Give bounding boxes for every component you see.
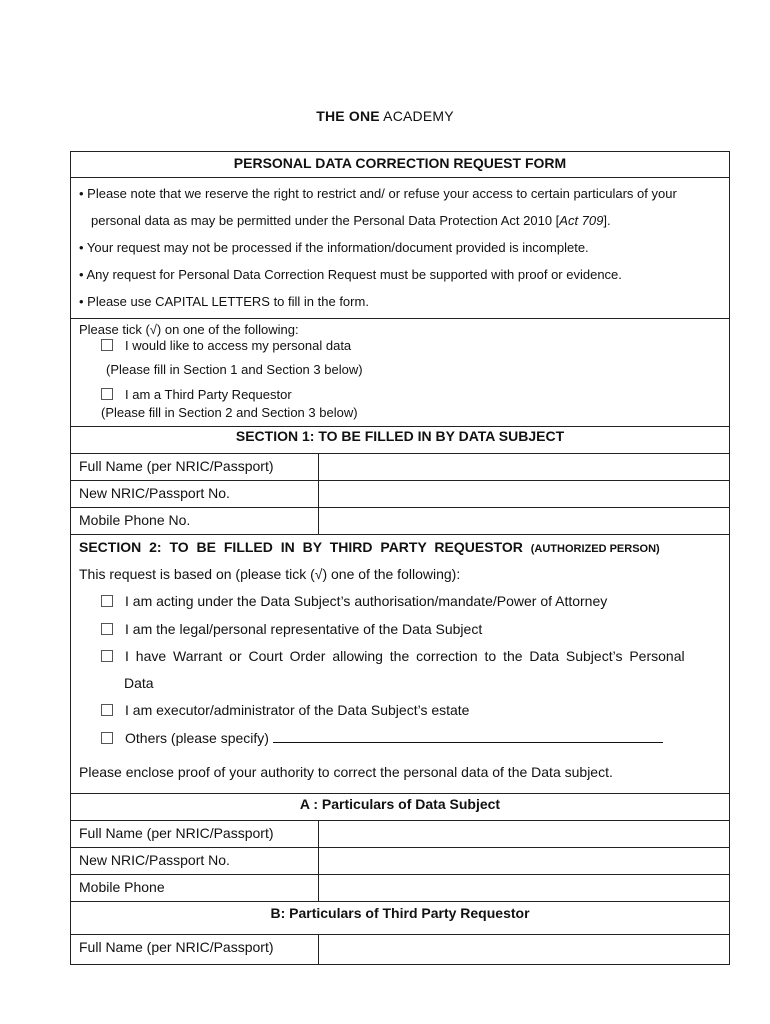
checkbox-icon[interactable] — [101, 732, 113, 744]
note-incomplete: • Your request may not be processed if the information/document provided is incomplete. — [79, 240, 589, 255]
option-access[interactable]: I would like to access my personal data — [101, 338, 351, 353]
section2 — [71, 534, 729, 794]
field-label: Full Name (per NRIC/Passport) — [79, 825, 274, 841]
checkbox-icon[interactable] — [101, 595, 113, 607]
section2-intro: This request is based on (please tick (√) one of the following): — [79, 566, 461, 582]
field-label: Full Name (per NRIC/Passport) — [79, 458, 274, 474]
logo-regular-text: ACADEMY — [383, 108, 454, 124]
logo-bold-text: THE ONE — [316, 108, 380, 124]
phone-input[interactable] — [318, 508, 729, 535]
subject-name-input[interactable] — [318, 821, 729, 848]
nric-input[interactable] — [318, 481, 729, 508]
partA-row-phone — [71, 874, 729, 902]
option-warrant[interactable]: I have Warrant or Court Order allowing the correction to the Data Subject’s Personal — [101, 648, 685, 664]
requestor-name-input[interactable] — [318, 935, 729, 965]
checkbox-icon[interactable] — [101, 704, 113, 716]
tick-intro: Please tick (√) on one of the following: — [79, 322, 299, 337]
checkbox-icon[interactable] — [101, 623, 113, 635]
field-label: Full Name (per NRIC/Passport) — [79, 939, 274, 955]
section1-row-phone — [71, 507, 729, 535]
subject-nric-input[interactable] — [318, 848, 729, 875]
option-access-hint: (Please fill in Section 1 and Section 3 below) — [106, 362, 363, 377]
notes-section — [71, 177, 729, 319]
section1-row-name — [71, 453, 729, 481]
checkbox-icon[interactable] — [101, 388, 113, 400]
option-legal-rep[interactable]: I am the legal/personal representative of the Data Subject — [101, 621, 482, 637]
partA-row-name — [71, 820, 729, 848]
others-specify-input[interactable] — [273, 730, 663, 743]
partA-title: A : Particulars of Data Subject — [71, 793, 729, 821]
tick-section — [71, 318, 729, 427]
checkbox-icon[interactable] — [101, 650, 113, 662]
partA-row-nric — [71, 847, 729, 875]
field-label: New NRIC/Passport No. — [79, 852, 230, 868]
section1-row-nric — [71, 480, 729, 508]
note-restrict: • Please note that we reserve the right to restrict and/ or refuse your access to certain particulars of your — [79, 186, 677, 201]
note-capitals: • Please use CAPITAL LETTERS to fill in the form. — [79, 294, 369, 309]
option-executor[interactable]: I am executor/administrator of the Data Subject’s estate — [101, 702, 469, 718]
option-third-party[interactable]: I am a Third Party Requestor — [101, 387, 292, 402]
option-third-party-hint: (Please fill in Section 2 and Section 3 below) — [101, 405, 358, 420]
correction-request-form — [70, 151, 730, 965]
academy-logo — [0, 108, 770, 124]
section2-title: SECTION 2: TO BE FILLED IN BY THIRD PARTY REQUESTOR (AUTHORIZED PERSON) — [79, 539, 660, 555]
note-proof: • Any request for Personal Data Correction Request must be supported with proof or evidence. — [79, 267, 622, 282]
partB-title: B: Particulars of Third Party Requestor — [71, 901, 729, 935]
subject-phone-input[interactable] — [318, 875, 729, 902]
checkbox-icon[interactable] — [101, 339, 113, 351]
partB-row-name — [71, 934, 729, 965]
option-warrant-cont: Data — [124, 675, 154, 691]
option-authorisation[interactable]: I am acting under the Data Subject’s authorisation/mandate/Power of Attorney — [101, 593, 607, 609]
field-label: Mobile Phone No. — [79, 512, 191, 528]
field-label: Mobile Phone — [79, 879, 165, 895]
section1-title: SECTION 1: TO BE FILLED IN BY DATA SUBJECT — [71, 426, 729, 454]
field-label: New NRIC/Passport No. — [79, 485, 230, 501]
full-name-input[interactable] — [318, 454, 729, 481]
form-title: PERSONAL DATA CORRECTION REQUEST FORM — [233, 155, 567, 171]
proof-note: Please enclose proof of your authority to correct the personal data of the Data subject. — [79, 764, 613, 780]
note-restrict-cont: personal data as may be permitted under the Personal Data Protection Act 2010 [Act 709]. — [91, 213, 611, 228]
option-others[interactable]: Others (please specify) — [101, 730, 663, 746]
